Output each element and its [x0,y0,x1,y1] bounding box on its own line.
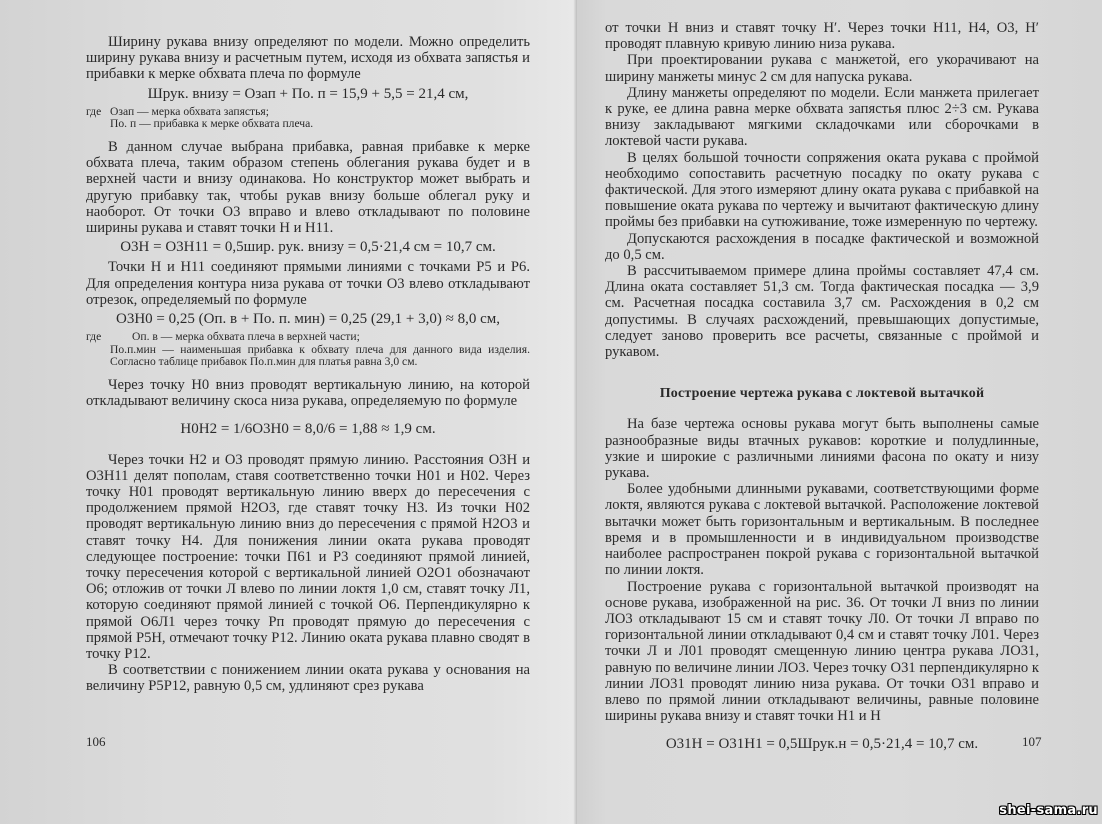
paragraph: Допускаются расхождения в посадке фактической и возможной до 0,5 см. [605,230,1039,263]
legend-item: По. п — прибавка к мерке обхвата плеча. [110,117,314,131]
paragraph: В соответствии с понижением линии оката рукава у основания на величину Р5Р12, равную 0,5 см, удлиняют срез рукава [86,662,530,695]
paragraph: Более удобными длинными рукавами, соответствующими форме локтя, являются рукава с локтевой вытачкой. Расположение локтевой вытачки может быть горизонтальным и вертикальным. В последнее время и в промышленности и в индивидуальном производстве наиболее распространен покрой рукава с горизонтальной вытачкой по линии локтя. [605,481,1039,579]
legend-item: По.п.мин — наименьшая прибавка к обхвату плеча для данного вида изделия. Согласно таблице прибавок По.п.мин для платья равна 3,0 см. [110,342,530,369]
paragraph: Через точку Н0 вниз проводят вертикальную линию, на которой откладывают величину скоса низа рукава, определяемую по формуле [86,377,530,410]
formula-legend [86,331,530,369]
formula-o31h: О31Н = О31Н1 = 0,5Шрук.н = 0,5·21,4 = 10,7 см. [665,736,979,753]
book-gutter [573,0,577,824]
paragraph: Через точки Н2 и О3 проводят прямую линию. Расстояния О3Н и О3Н11 делят пополам, ставя соответственно точки Н01 и Н02. Через точку Н01 проводят вертикальную линию вверх до пересечения с продолжением прямой Н2О3, где ставят точку Н3. Из точки Н02 проводят вертикальную линию вниз до пересечения с прямой Н2О3 и ставят точку Н4. Для понижения линии оката рукава проводят следующее построение: точки П61 и Р3 соединяют прямой линией, точку пересечения которой с вертикальной линией О2О1 обозначают О6; отложив от точки Л влево по линии локтя 1,0 см, ставят точку Л1, которую соединяют прямой линией с точкой О6. Перпендикулярно к прямой О6Л1 через точку Рп проводят прямую до пересечения с прямой Р5Н, отмечают точку Р12. Линию оката рукава плавно сводят в точку Р12. [86,451,530,663]
watermark: shei-sama.ru [999,803,1098,818]
formula-sleeve-width: Шрук. внизу = Озап + По. п = 15,9 + 5,5 = 21,4 см, [147,85,469,102]
paragraph: В данном случае выбрана прибавка, равная прибавке к мерке обхвата плеча, таким образом степень облегания рукава будет и в верхней части и внизу одинакова. Но конструктор может выбрать и другую прибавку так, чтобы рукав внизу больше облегал руку и наоборот. От точки О3 вправо и влево откладывают по половине ширины рукава и ставят точки Н и Н11. [86,139,530,237]
formula-h0h2: Н0Н2 = 1/6О3Н0 = 8,0/6 = 1,88 ≈ 1,9 см. [180,421,436,438]
legend-label: где [86,104,102,118]
section-heading: Построение чертежа рукава с локтевой вытачкой [659,386,985,402]
legend-item: Озап — мерка обхвата запястья; [110,104,269,118]
paragraph: В рассчитываемом примере длина проймы составляет 47,4 см. Длина оката составляет 51,3 см. Тогда фактическая посадка — 3,9 см. Расчетная посадка составила 3,7 см. Расхождения в 0,2 см допустимы. В случаях расхождений, превышающих допустимые, следует заново проверить все расчеты, связанные с проймой и рукавом. [605,263,1039,361]
page-number: 106 [86,734,106,749]
paragraph: Ширину рукава внизу определяют по модели. Можно определить ширину рукава внизу и расчетным путем, исходя из обхвата запястья и прибавки к мерке обхвата плеча по формуле [86,34,530,83]
paragraph: Построение рукава с горизонтальной вытачкой производят на основе рукава, изображенной на рис. 36. От точки Л вниз по линии ЛО3 откладывают 15 см и ставят точку Л0. От точки Л вправо по горизонтальной линии откладывают 0,4 см и ставят точку Л01. Через точки Л и Л01 проводят смещенную линию центра рукава ЛО31, равную по величине линии ЛО3. Через точку О31 перпендикулярно к линии ЛО31 проводят линию низа рукава. От точки О31 вправо и влево по прямой линии откладывают величины, равные половине ширины рукава внизу и ставят точки Н1 и Н [605,578,1039,725]
paragraph: от точки Н вниз и ставят точку Н′. Через точки Н11, Н4, О3, Н′ проводят плавную кривую линию низа рукава. [605,20,1039,53]
left-page-text [86,34,530,695]
right-page-text [605,20,1039,757]
legend-item: Оп. в — мерка обхвата плеча в верхней части; [132,330,360,344]
formula-o3h0: О3Н0 = 0,25 (Оп. в + По. п. мин) = 0,25 (29,1 + 3,0) ≈ 8,0 см, [116,311,500,328]
paragraph: В целях большой точности сопряжения оката рукава с проймой необходимо сопоставить расчетную посадку по окату рукава с фактической. Для этого измеряют длину оката рукава с прибавкой на повышение оката рукава по чертежу и вычитают фактическую длину проймы без прибавки на сутюживание, тоже измеренную по чертежу. [605,149,1039,231]
right-page [575,0,1102,824]
formula-half-width: О3Н = О3Н11 = 0,5шир. рук. внизу = 0,5·21,4 см = 10,7 см. [120,239,496,256]
page-number: 107 [1022,734,1042,749]
paragraph: На базе чертежа основы рукава могут быть выполнены самые разнообразные виды втачных рукавов: короткие и полудлинные, узкие и широкие с различными линиями фасона по окату и низу рукава. [605,416,1039,482]
paragraph: Точки Н и Н11 соединяют прямыми линиями с точками Р5 и Р6. Для определения контура низа рукава от точки О3 влево откладывают отрезок, определяемый по формуле [86,259,530,308]
paragraph: Длину манжеты определяют по модели. Если манжета прилегает к руке, ее длина равна мерке обхвата запястья плюс 2÷3 см. Рукава внизу закладывают мягкими складочками или сборочками в локтевой части рукава. [605,84,1039,150]
legend-label: где [86,330,102,344]
formula-legend [86,106,530,131]
paragraph: При проектировании рукава с манжетой, его укорачивают на ширину манжеты минус 2 см для напуска рукава. [605,52,1039,85]
